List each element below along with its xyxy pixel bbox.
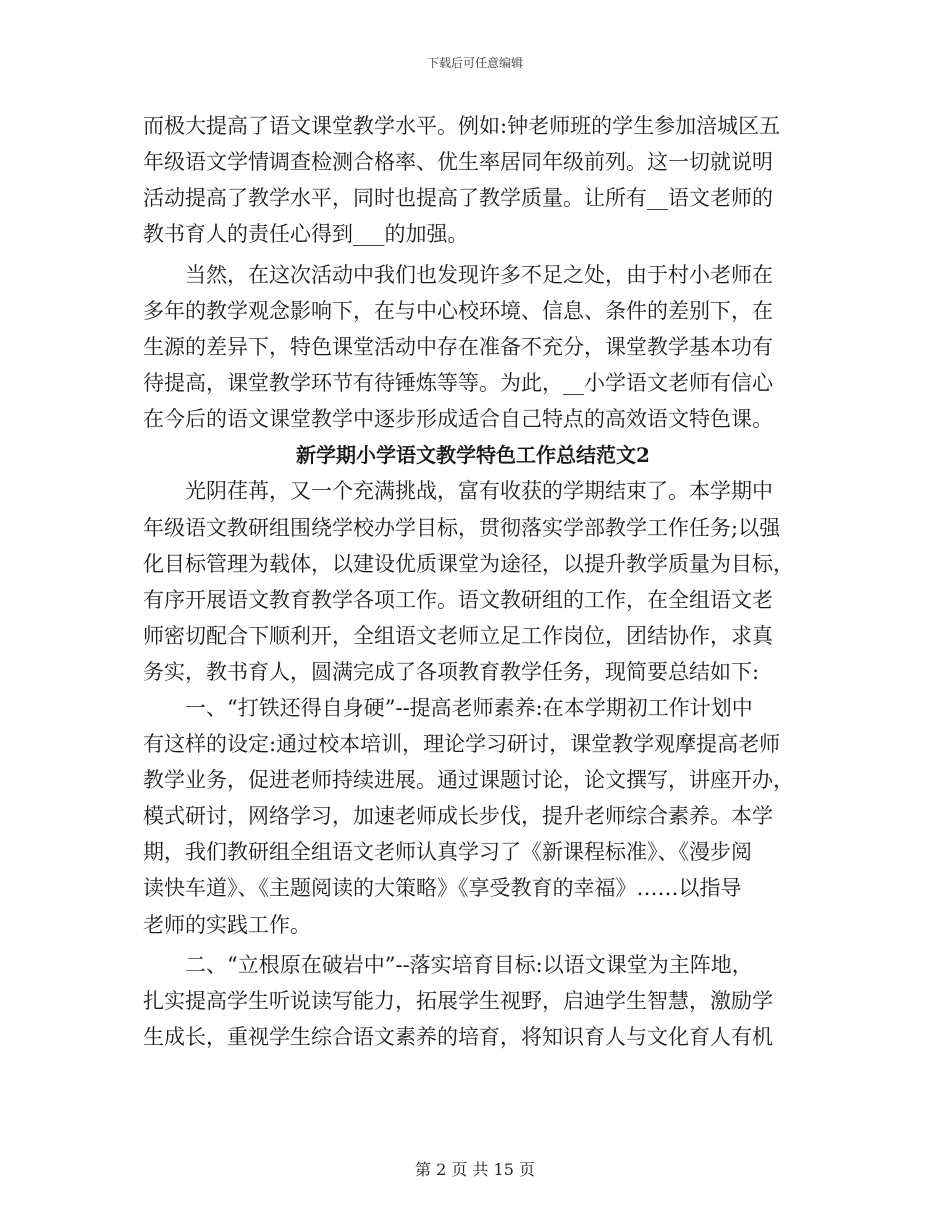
text-line: 期，我们教研组全组语文老师认真学习了《新课程标准》、《漫步阅 [143, 840, 752, 865]
text-line: 生源的差异下，特色课堂活动中存在准备不充分，课堂教学基本功有 [143, 335, 773, 360]
text-line: 多年的教学观念影响下，在与中心校环境、信息、条件的差别下，在 [143, 298, 773, 323]
text-line: 模式研讨，网络学习，加速老师成长步伐，提升老师综合素养。本学 [143, 804, 773, 829]
text-line: 待提高，课堂教学环节有待锤炼等等。为此，__小学语文老师有信心 [143, 371, 773, 396]
section-title: 新学期小学语文教学特色工作总结范文2 [296, 443, 650, 468]
header-note: 下载后可任意编辑 [426, 56, 523, 70]
document-body [143, 108, 803, 1055]
text-line: 师密切配合下顺利开，全组语文老师立足工作岗位，团结协作，求真 [143, 623, 773, 648]
text-line: 扎实提高学生听说读写能力，拓展学生视野，启迪学生智慧，激励学 [143, 989, 773, 1014]
paragraph [143, 473, 803, 690]
text-line: 在今后的语文课堂教学中逐步形成适合自己特点的高效语文特色课。 [143, 407, 773, 432]
paragraph [143, 257, 803, 437]
page-number: 第 2 页 共 15 页 [415, 1160, 535, 1179]
text-line: 老师的实践工作。 [143, 912, 311, 937]
text-line: 活动提高了教学水平，同时也提高了教学质量。让所有__语文老师的 [143, 186, 773, 211]
text-line: 年级语文学情调查检测合格率、优生率居同年级前列。这一切就说明 [143, 150, 773, 175]
text-line: 教书育人的责任心得到___的加强。 [143, 222, 469, 247]
text-line: 一、“打铁还得自身硬”--提高老师素养:在本学期初工作计划中 [185, 696, 753, 720]
text-line: 当然，在这次活动中我们也发现许多不足之处，由于村小老师在 [185, 262, 773, 287]
text-line: 务实，教书育人，圆满完成了各项教育教学任务，现简要总结如下: [143, 659, 760, 684]
text-line: 而极大提高了语文课堂教学水平。例如:钟老师班的学生参加涪城区五 [143, 114, 781, 138]
text-line: 有这样的设定:通过校本培训，理论学习研讨，课堂教学观摩提高老师 [143, 732, 781, 757]
text-line: 年级语文教研组围绕学校办学目标，贯彻落实学部教学工作任务;以强 [143, 515, 781, 540]
text-line: 有序开展语文教育教学各项工作。语文教研组的工作，在全组语文老 [143, 587, 773, 612]
text-line: 化目标管理为载体，以建设优质课堂为途径，以提升教学质量为目标， [143, 551, 794, 576]
text-line: 教学业务，促进老师持续进展。通过课题讨论，论文撰写，讲座开办， [143, 768, 794, 793]
text-line: 光阴荏苒，又一个充满挑战，富有收获的学期结束了。本学期中 [185, 479, 773, 504]
text-line: 生成长，重视学生综合语文素养的培育，将知识育人与文化育人有机 [143, 1025, 773, 1050]
text-line: 读快车道》、《主题阅读的大策略》《享受教育的幸福》……以指导 [143, 876, 742, 901]
paragraph [143, 947, 803, 1055]
paragraph [143, 690, 803, 943]
paragraph [143, 108, 803, 252]
text-line: 二、“立根原在破岩中”--落实培育目标:以语文课堂为主阵地， [185, 953, 753, 978]
